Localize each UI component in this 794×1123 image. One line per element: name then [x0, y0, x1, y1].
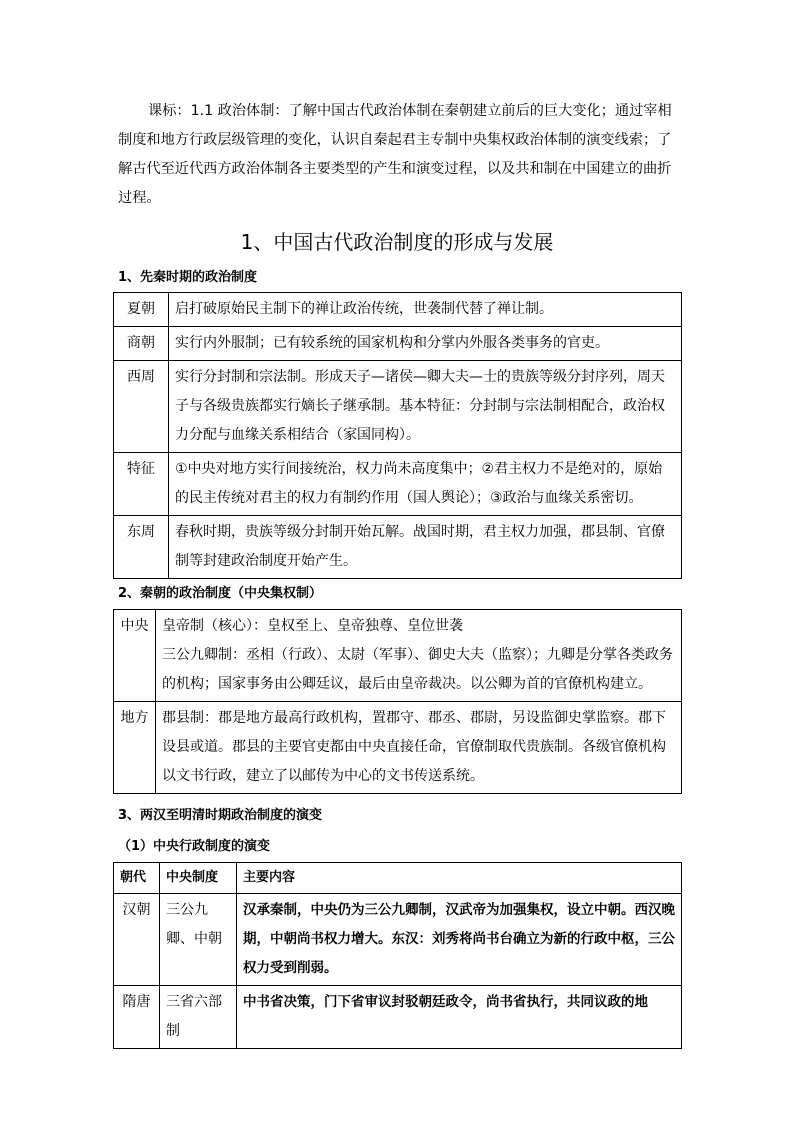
row-text: [156, 610, 682, 702]
page-title: 1、中国古代政治制度的形成与发展: [240, 230, 554, 254]
section-3-heading: 3、两汉至明清时期政治制度的演变: [118, 808, 323, 823]
content-cell: 中书省决策，门下省审议封驳朝廷政令，尚书省执行，共同议政的地: [237, 986, 682, 1049]
row-label: 中央: [114, 610, 156, 702]
row-text: 实行内外服制；已有较系统的国家机构和分掌内外服各类事务的官吏。: [169, 327, 682, 361]
qin-table: [113, 609, 682, 794]
section-1-heading: 1、先秦时期的政治制度: [118, 270, 258, 285]
table-row: [114, 516, 682, 579]
column-header: 中央制度: [160, 863, 237, 894]
pre-qin-table: [113, 292, 682, 579]
column-header: 朝代: [114, 863, 160, 894]
table-row: [114, 453, 682, 516]
row-line: 郡县制：郡是地方最高行政机构，置郡守、郡丞、郡尉，另设监御史掌监察。郡下设县或道。郡县的主要官吏都由中央直接任命，官僚制取代贵族制。各级官僚机构以文书行政，建立了以邮传为中心的文书传送系统。: [162, 710, 666, 784]
section-2-heading: 2、秦朝的政治制度（中央集权制）: [118, 586, 323, 601]
table-row: [114, 361, 682, 453]
content-cell: 汉承秦制，中央仍为三公九卿制，汉武帝为加强集权，设立中朝。西汉晚期，中朝尚书权力增大。东汉：刘秀将尚书台确立为新的行政中枢，三公权力受到削弱。: [237, 894, 682, 986]
row-line: 皇帝制（核心）：皇权至上、皇帝独尊、皇位世袭: [162, 618, 463, 634]
dynasty-cell: 隋唐: [114, 986, 160, 1049]
row-text: [156, 702, 682, 794]
table-header-row: [114, 863, 682, 894]
row-label: 西周: [114, 361, 169, 453]
row-label: 地方: [114, 702, 156, 794]
column-header: 主要内容: [237, 863, 682, 894]
system-cell: 三省六部制: [160, 986, 237, 1049]
row-line: 三公九卿制：丞相（行政）、太尉（军事）、御史大夫（监察）；九卿是分掌各类政务的机构；国家事务由公卿廷议，最后由皇帝裁决。以公卿为首的官僚机构建立。: [162, 647, 673, 692]
system-cell: 三公九卿、中朝: [160, 894, 237, 986]
dynasty-cell: 汉朝: [114, 894, 160, 986]
row-label: 夏朝: [114, 293, 169, 327]
row-text: 启打破原始民主制下的禅让政治传统，世袭制代替了禅让制。: [169, 293, 682, 327]
table-row: [114, 986, 682, 1049]
row-text: ①中央对地方实行间接统治，权力尚未高度集中；②君主权力不是绝对的，原始的民主传统对君主的权力有制约作用（国人舆论）；③政治与血缘关系密切。: [169, 453, 682, 516]
row-text: 春秋时期，贵族等级分封制开始瓦解。战国时期，君主权力加强，郡县制、官僚制等封建政治制度开始产生。: [169, 516, 682, 579]
row-label: 特征: [114, 453, 169, 516]
table-row: [114, 327, 682, 361]
table-row: [114, 610, 682, 702]
row-text: 实行分封制和宗法制。形成天子—诸侯—卿大夫—士的贵族等级分封序列，周天子与各级贵族都实行嫡长子继承制。基本特征：分封制与宗法制相配合，政治权力分配与血缘关系相结合（家国同构）。: [169, 361, 682, 453]
table-row: [114, 894, 682, 986]
central-admin-table: [113, 862, 682, 1049]
row-label: 东周: [114, 516, 169, 579]
curriculum-intro: 课标：1.1 政治体制：了解中国古代政治体制在秦朝建立前后的巨大变化；通过宰相制度和地方行政层级管理的变化，认识自秦起君主专制中央集权政治体制的演变线索；了解古代至近代西方政治体制各主要类型的产生和演变过程，以及共和制在中国建立的曲折过程。: [118, 103, 672, 206]
table-row: [114, 702, 682, 794]
row-label: 商朝: [114, 327, 169, 361]
section-3-subheading: （1）中央行政制度的演变: [118, 839, 271, 854]
table-row: [114, 293, 682, 327]
